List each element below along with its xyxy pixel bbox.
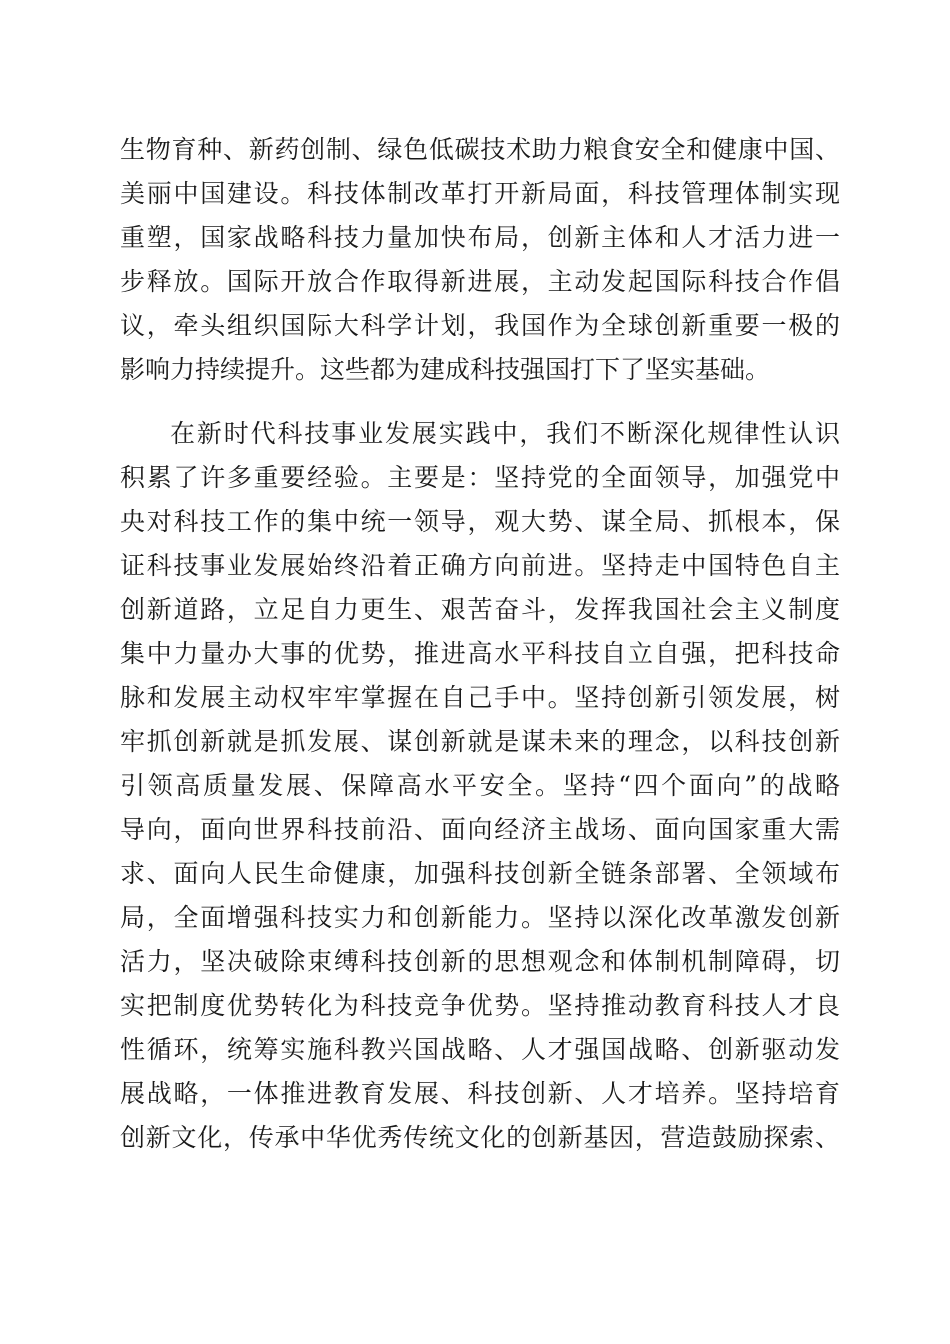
- text-line: 步释放。国际开放合作取得新进展，主动发起国际科技合作倡: [120, 267, 840, 296]
- text-line: 脉和发展主动权牢牢掌握在自己手中。坚持创新引领发展，树: [120, 683, 840, 712]
- text-line: 积累了许多重要经验。主要是：坚持党的全面领导，加强党中: [120, 463, 840, 492]
- text-line: 实把制度优势转化为科技竞争优势。坚持推动教育科技人才良: [120, 991, 840, 1020]
- text-line: 重塑，国家战略科技力量加快布局，创新主体和人才活力进一: [120, 223, 840, 252]
- text-line: 活力，坚决破除束缚科技创新的思想观念和体制机制障碍，切: [120, 947, 840, 976]
- text-line: 在新时代科技事业发展实践中，我们不断深化规律性认识: [170, 419, 840, 448]
- text-line: 展战略，一体推进教育发展、科技创新、人才培养。坚持培育: [120, 1079, 840, 1108]
- text-line: 央对科技工作的集中统一领导，观大势、谋全局、抓根本，保: [120, 507, 840, 536]
- text-line: 创新文化，传承中华优秀传统文化的创新基因，营造鼓励探索、: [120, 1123, 840, 1152]
- text-line: 牢抓创新就是抓发展、谋创新就是谋未来的理念，以科技创新: [120, 727, 840, 756]
- text-line: 性循环，统筹实施科教兴国战略、人才强国战略、创新驱动发: [120, 1035, 840, 1064]
- text-line: 创新道路，立足自力更生、艰苦奋斗，发挥我国社会主义制度: [120, 595, 840, 624]
- text-line: 议，牵头组织国际大科学计划，我国作为全球创新重要一极的: [120, 311, 840, 340]
- text-line: 证科技事业发展始终沿着正确方向前进。坚持走中国特色自主: [120, 551, 840, 580]
- text-line: 美丽中国建设。科技体制改革打开新局面，科技管理体制实现: [120, 179, 840, 208]
- text-line: 生物育种、新药创制、绿色低碳技术助力粮食安全和健康中国、: [120, 135, 840, 164]
- text-line: 求、面向人民生命健康，加强科技创新全链条部署、全领域布: [120, 859, 840, 888]
- text-line: 集中力量办大事的优势，推进高水平科技自立自强，把科技命: [120, 639, 840, 668]
- paragraph-1: [120, 128, 840, 392]
- text-line: 导向，面向世界科技前沿、面向经济主战场、面向国家重大需: [120, 815, 840, 844]
- text-line: 引领高质量发展、保障高水平安全。坚持“四个面向”的战略: [120, 771, 840, 800]
- paragraph-2: [120, 412, 840, 1160]
- text-line: 影响力持续提升。这些都为建成科技强国打下了坚实基础。: [120, 355, 771, 384]
- text-line: 局，全面增强科技实力和创新能力。坚持以深化改革激发创新: [120, 903, 840, 932]
